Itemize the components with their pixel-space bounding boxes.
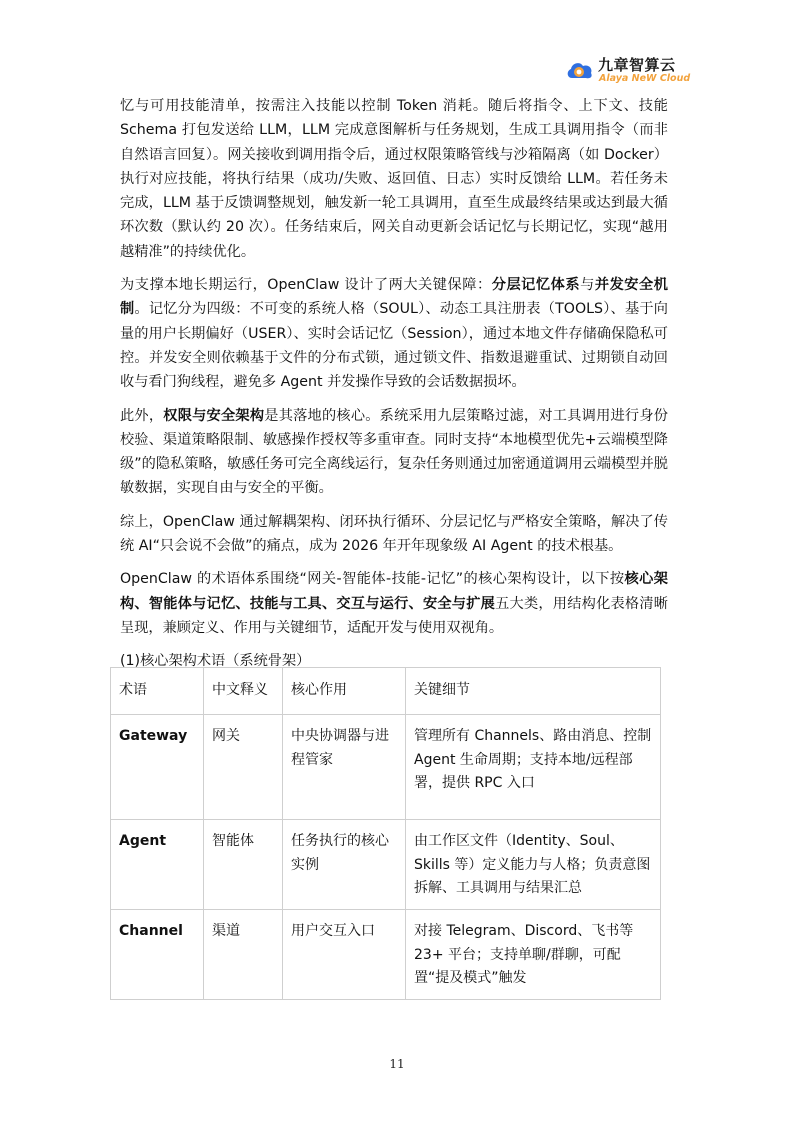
header-cell-role: 核心作用 — [283, 668, 406, 715]
table-row — [111, 820, 661, 910]
page-number: 11 — [389, 1057, 405, 1071]
role-cell: 中央协调器与进程管家 — [283, 715, 406, 820]
text-span: 此外， — [120, 407, 164, 424]
header-cell-chinese: 中文释义 — [204, 668, 283, 715]
text-span: 五大类，用结构化表格清晰呈现，兼顾定义、作用与关键细节，适配开发与使用双视角。 — [120, 595, 668, 636]
chinese-cell: 渠道 — [204, 910, 283, 1000]
table-header-row — [111, 668, 661, 715]
paragraph-summary: 综上，OpenClaw 通过解耦架构、闭环执行循环、分层记忆与严格安全策略，解决了传统 AI“只会说不会做”的痛点，成为 2026 年开年现象级 AI Agent 的技术根基。 — [120, 513, 668, 555]
paragraph-execution-loop: 忆与可用技能清单，按需注入技能以控制 Token 消耗。随后将指令、上下文、技能 Schema 打包发送给 LLM，LLM 完成意图解析与任务规划，生成工具调用指令（而非自然语言回复）。网关接收到调用指令后，通过权限策略管线与沙箱隔离（如 Docker）执行对应技能，将执行结果（成功/失败、返回值、日志）实时反馈给 LLM。若任务未完成，LLM 基于反馈调整规划，触发新一轮工具调用，直至生成最终结果或达到最大循环次数（默认约 20 次）。任务结束后，网关自动更新会话记忆与长期记忆，实现“越用越精准”的持续优化。 — [120, 98, 668, 260]
text-span: 是其落地的核心。系统采用九层策略过滤，对工具调用进行身份校验、渠道策略限制、敏感操作授权等多重审查。同时支持“本地模型优先+云端模型降级”的隐私策略，敏感任务可完全离线运行，复杂任务则通过加密通道调用云端模型并脱敏数据，实现自由与安全的平衡。 — [120, 407, 668, 497]
table-row — [111, 910, 661, 1000]
role-cell: 用户交互入口 — [283, 910, 406, 1000]
alaya-cloud-logo-icon — [566, 58, 594, 82]
bold-term: 分层记忆体系 — [491, 277, 581, 294]
bold-term: 并发安全机制 — [120, 277, 668, 318]
detail-cell: 管理所有 Channels、路由消息、控制 Agent 生命周期；支持本地/远程部署，提供 RPC 入口 — [406, 715, 661, 820]
term-cell: Gateway — [111, 715, 204, 820]
table-caption: (1)核心架构术语（系统骨架） — [120, 653, 311, 670]
logo-chinese-name: 九章智算云 — [598, 56, 676, 74]
term-cell: Agent — [111, 820, 204, 910]
table-row — [111, 715, 661, 820]
document-body — [120, 94, 668, 682]
detail-cell: 由工作区文件（Identity、Soul、Skills 等）定义能力与人格；负责意图拆解、工具调用与结果汇总 — [406, 820, 661, 910]
paragraph-memory-concurrency — [120, 273, 668, 394]
term-cell: Channel — [111, 910, 204, 1000]
header-cell-term: 术语 — [111, 668, 204, 715]
paragraph-terminology-intro — [120, 567, 668, 640]
paragraph-security — [120, 404, 668, 501]
text-span: 与 — [580, 277, 595, 294]
brand-logo — [566, 52, 691, 86]
detail-cell: 对接 Telegram、Discord、飞书等 23+ 平台；支持单聊/群聊，可配置“提及模式”触发 — [406, 910, 661, 1000]
chinese-cell: 智能体 — [204, 820, 283, 910]
header-cell-detail: 关键细节 — [406, 668, 661, 715]
bold-term: 权限与安全架构 — [163, 407, 265, 424]
logo-english-name: Alaya NeW Cloud — [599, 73, 691, 84]
text-span: 为支撑本地长期运行，OpenClaw 设计了两大关键保障： — [120, 277, 492, 294]
text-span: OpenClaw 的术语体系围绕“网关-智能体-技能-记忆”的核心架构设计，以下按 — [120, 571, 625, 588]
role-cell: 任务执行的核心实例 — [283, 820, 406, 910]
text-span: 。记忆分为四级：不可变的系统人格（SOUL）、动态工具注册表（TOOLS）、基于向量的用户长期偏好（USER）、实时会话记忆（Session），通过本地文件存储确保隐私可控。并发安全则依赖基于文件的分布式锁，通过锁文件、指数退避重试、过期锁自动回收与看门狗线程，避免多 Agent 并发操作导致的会话数据损坏。 — [120, 301, 668, 391]
chinese-cell: 网关 — [204, 715, 283, 820]
terminology-table — [110, 667, 661, 1000]
bold-term: 核心架构、智能体与记忆、技能与工具、交互与运行、安全与扩展 — [120, 571, 668, 612]
